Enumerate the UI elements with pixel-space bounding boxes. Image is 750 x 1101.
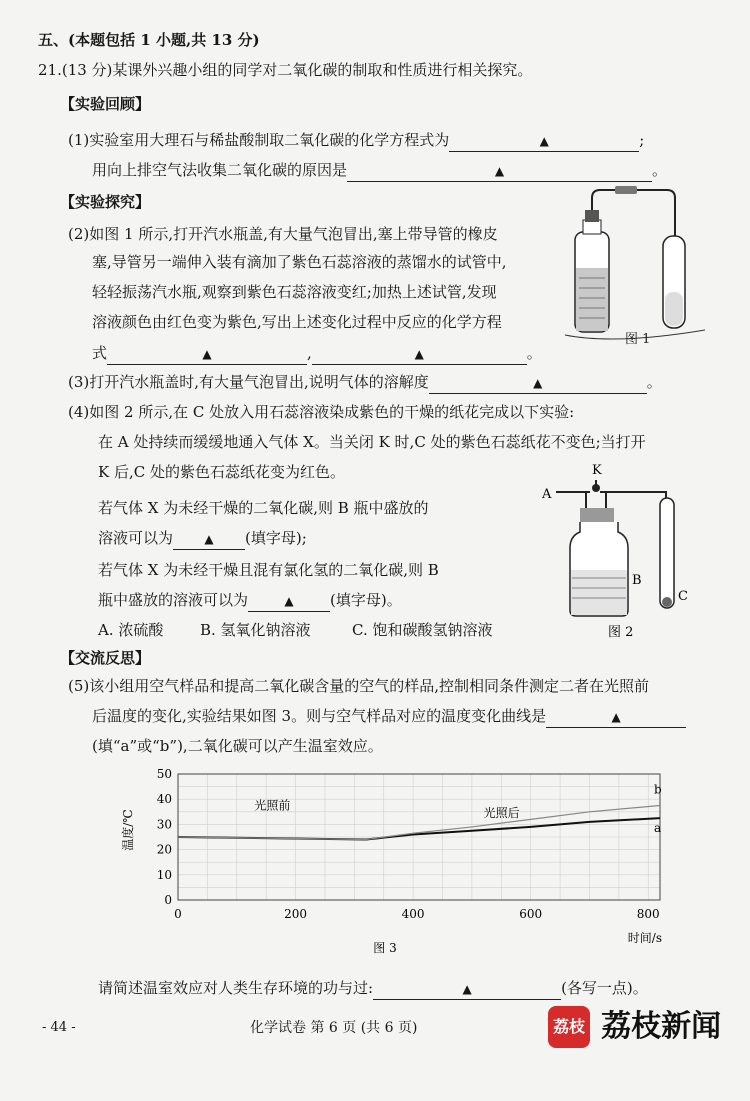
label-k: K (592, 463, 602, 478)
series-label-a: a (654, 821, 662, 836)
figure1-apparatus (555, 180, 715, 360)
q3-text: (3)打开汽水瓶盖时,有大量气泡冒出,说明气体的溶解度 (68, 373, 429, 391)
chart-y-ticks (157, 767, 172, 907)
q1-end2: 。 (652, 161, 668, 179)
label-c: C (678, 589, 688, 604)
answer-blank[interactable] (107, 343, 307, 365)
q3-end: 。 (646, 373, 662, 391)
x-tick-label: 600 (519, 907, 543, 921)
figure2-caption: 图 2 (608, 625, 634, 640)
answer-blank[interactable] (312, 343, 527, 365)
answer-marker: ▲ (204, 532, 214, 546)
q5-line2 (92, 706, 686, 728)
answer-marker: ▲ (462, 982, 472, 996)
figure3-chart (110, 760, 690, 960)
q1-line2 (92, 160, 667, 182)
watermark-logo (548, 1006, 721, 1048)
y-tick-label: 40 (156, 792, 172, 807)
watermark-name: 荔枝新闻 (601, 1009, 722, 1044)
q5-line3: (填“a”或“b”),二氧化碳可以产生温室效应。 (92, 737, 383, 755)
y-tick-label: 50 (156, 767, 172, 781)
explore-heading: 【实验探究】 (60, 193, 151, 211)
q4-b2-end: (填字母)。 (330, 591, 402, 609)
answer-marker: ▲ (284, 594, 294, 608)
answer-marker: ▲ (539, 134, 549, 148)
annotation-before-light: 光照前 (254, 798, 291, 813)
y-tick-label: 30 (156, 817, 172, 832)
y-tick-label: 20 (156, 842, 172, 857)
q2-line2: 塞,导管另一端伸入装有滴加了紫色石蕊溶液的蒸馏水的试管中, (92, 253, 507, 271)
y-tick-label: 0 (164, 893, 172, 907)
q4-a2-text: 溶液可以为 (98, 529, 174, 547)
q3-line (68, 372, 662, 394)
annotation-after-light: 光照后 (483, 805, 520, 820)
q4-b2-text: 瓶中盛放的溶液可以为 (98, 591, 249, 609)
q4-a1: 若气体 X 为未经干燥的二氧化碳,则 B 瓶中盛放的 (98, 499, 429, 517)
final-line (98, 978, 648, 1000)
series-label-b: b (654, 782, 662, 797)
watermark-badge: 荔枝 (548, 1006, 590, 1048)
q2-line4: 溶液颜色由红色变为紫色,写出上述变化过程中反应的化学方程 (92, 313, 502, 331)
q2-line3: 轻轻振荡汽水瓶,观察到紫色石蕊溶液变红;加热上述试管,发现 (92, 283, 497, 301)
x-tick-label: 400 (401, 907, 425, 921)
footer-label: 化学试卷 第 6 页 (共 6 页) (250, 1020, 418, 1036)
label-b: B (632, 573, 642, 588)
y-tick-label: 10 (156, 867, 172, 882)
q5-line1: (5)该小组用空气样品和提高二氧化碳含量的空气的样品,控制相同条件测定二者在光照前 (68, 677, 650, 695)
q4-b1: 若气体 X 为未经干燥且混有氯化氢的二氧化碳,则 B (98, 561, 439, 579)
q4-line3: K 后,C 处的紫色石蕊纸花变为红色。 (98, 463, 345, 481)
q1-end1: ; (639, 131, 645, 149)
answer-blank[interactable] (248, 590, 330, 612)
x-tick-label: 800 (636, 907, 660, 921)
chart-x-label: 时间/s (627, 931, 662, 945)
answer-marker: ▲ (494, 164, 505, 178)
reflect-heading: 【交流反思】 (60, 649, 151, 667)
q4-b2 (98, 590, 402, 612)
option-a: A. 浓硫酸 (98, 621, 164, 639)
answer-marker: ▲ (611, 710, 621, 724)
label-a: A (542, 487, 552, 502)
page-number: - 44 - (42, 1020, 76, 1035)
answer-marker: ▲ (414, 347, 424, 361)
q1-line1 (68, 130, 644, 152)
q2-end: 。 (526, 344, 542, 362)
q5-text2: 后温度的变化,实验结果如图 3。则与空气样品对应的温度变化曲线是 (92, 707, 547, 725)
series-line-a (178, 818, 660, 839)
q2-line5 (92, 343, 542, 365)
answer-blank[interactable] (429, 372, 647, 394)
q4-line1: (4)如图 2 所示,在 C 处放入用石蕊溶液染成紫色的干燥的纸花完成以下实验: (68, 403, 575, 421)
option-c: C. 饱和碳酸氢钠溶液 (352, 621, 493, 639)
answer-blank[interactable] (173, 528, 245, 550)
x-tick-label: 200 (284, 907, 308, 921)
answer-blank[interactable] (546, 706, 686, 728)
q1-text1: (1)实验室用大理石与稀盐酸制取二氧化碳的化学方程式为 (68, 131, 450, 149)
q2-mid: , (307, 344, 312, 362)
figure2-apparatus (540, 460, 700, 640)
chart-y-label: 温度/℃ (121, 809, 135, 851)
final-text: 请简述温室效应对人类生存环境的功与过: (98, 979, 374, 997)
answer-blank[interactable] (373, 978, 561, 1000)
q2-line1: (2)如图 1 所示,打开汽水瓶盖,有大量气泡冒出,塞上带导管的橡皮 (68, 225, 498, 243)
answer-marker: ▲ (533, 376, 543, 390)
review-heading: 【实验回顾】 (60, 95, 151, 113)
q2-last: 式 (92, 344, 108, 362)
option-b: B. 氢氧化钠溶液 (200, 621, 311, 639)
chart-x-ticks (174, 907, 660, 921)
q1-text2: 用向上排空气法收集二氧化碳的原因是 (92, 161, 348, 179)
figure1-caption: 图 1 (625, 332, 651, 347)
answer-blank[interactable] (449, 130, 639, 152)
answer-marker: ▲ (202, 347, 212, 361)
q4-a2 (98, 528, 307, 550)
chart-title: 图 3 (373, 941, 397, 955)
q4-line2: 在 A 处持续而缓缓地通入气体 X。当关闭 K 时,C 处的紫色石蕊纸花不变色;当打开 (98, 433, 646, 451)
question-intro: 21.(13 分)某课外兴趣小组的同学对二氧化碳的制取和性质进行相关探究。 (38, 61, 533, 79)
answer-blank[interactable] (347, 160, 652, 182)
q4-a2-end: (填字母); (245, 529, 307, 547)
section-heading: 五、(本题包括 1 小题,共 13 分) (38, 31, 260, 49)
x-tick-label: 0 (174, 907, 182, 921)
final-end: (各写一点)。 (561, 979, 648, 997)
